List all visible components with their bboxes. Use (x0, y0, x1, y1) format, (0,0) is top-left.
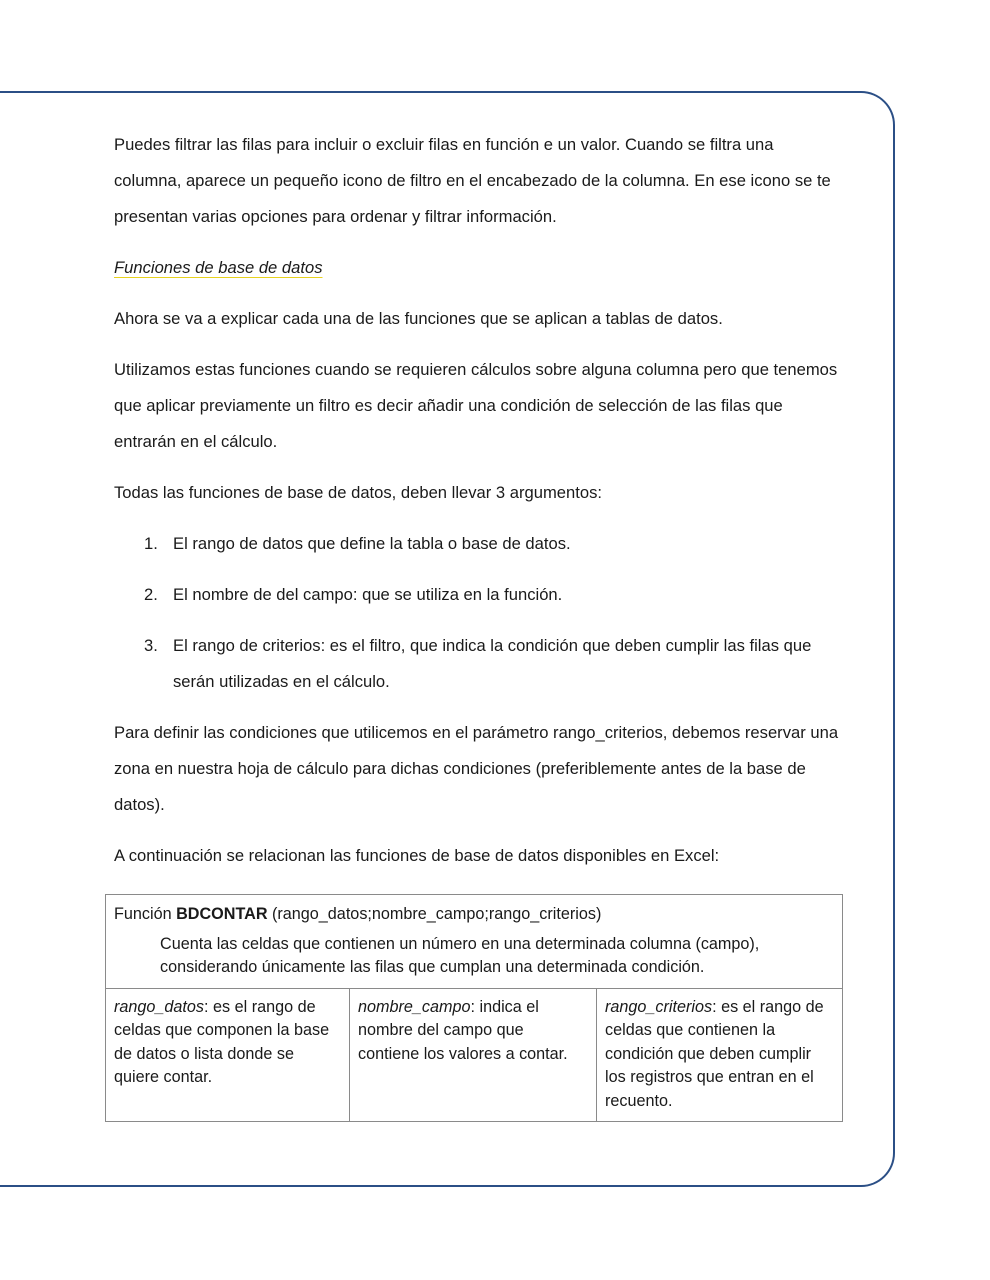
arg-text: : es el rango de celdas que contienen la condición que deben cumplir los registros que entran en el recuento. (605, 997, 824, 1110)
list-item-text: El rango de datos que define la tabla o base de datos. (173, 534, 571, 553)
list-number: 3. (144, 636, 158, 655)
function-args: (rango_datos;nombre_campo;rango_criterios) (267, 905, 602, 923)
list-number: 1. (144, 534, 158, 553)
list-item-text: El rango de criterios: es el filtro, que indica la condición que deben cumplir las filas que serán utilizadas en el cálculo. (173, 636, 812, 691)
function-header-cell (106, 895, 843, 989)
arg-cell-rango-datos (106, 988, 350, 1122)
arguments-list (114, 526, 844, 700)
list-item-text: El nombre de del campo: que se utiliza en la función. (173, 585, 563, 604)
arg-cell-rango-criterios (597, 988, 843, 1122)
paragraph-explain: Ahora se va a explicar cada una de las funciones que se aplican a tablas de datos. (114, 309, 723, 328)
function-signature (114, 903, 834, 927)
paragraph-arguments: Todas las funciones de base de datos, deben llevar 3 argumentos: (114, 483, 602, 502)
arg-term: nombre_campo (358, 997, 471, 1016)
list-item (114, 526, 844, 562)
arg-text: : es el rango de celdas que componen la base de datos o lista donde se quiere contar. (114, 997, 330, 1086)
arg-term: rango_criterios (605, 997, 713, 1016)
arg-cell-nombre-campo (350, 988, 597, 1122)
paragraph-functions-intro: A continuación se relacionan las funciones de base de datos disponibles en Excel: (114, 846, 720, 865)
function-description: Cuenta las celdas que contienen un número en una determinada columna (campo), considerando únicamente las filas que cumplan una determinada condición. (160, 934, 760, 976)
function-table (105, 894, 843, 1122)
function-prefix: Función (114, 905, 177, 923)
paragraph-filter-intro: Puedes filtrar las filas para incluir o excluir filas en función e un valor. Cuando se filtra una columna, aparece un pequeño icono de filtro en el encabezado de la columna. En ese icono se te presentan varias opciones para ordenar y filtrar información. (114, 135, 831, 226)
paragraph-conditions: Para definir las condiciones que utilicemos en el parámetro rango_criterios, debemos reservar una zona en nuestra hoja de cálculo para dichas condiciones (preferiblemente antes de la base de datos). (114, 723, 839, 814)
list-item (114, 628, 844, 700)
function-name: BDCONTAR (176, 905, 268, 923)
list-number: 2. (144, 585, 158, 604)
arg-text: : indica el nombre del campo que contiene los valores a contar. (358, 997, 568, 1063)
section-heading: Funciones de base de datos (114, 258, 323, 277)
document-body (114, 127, 844, 874)
arg-term: rango_datos (114, 997, 205, 1016)
list-item (114, 577, 844, 613)
paragraph-usage: Utilizamos estas funciones cuando se requieren cálculos sobre alguna columna pero que tenemos que aplicar previamente un filtro es decir añadir una condición de selección de las filas que entrarán en el cálculo. (114, 360, 838, 451)
